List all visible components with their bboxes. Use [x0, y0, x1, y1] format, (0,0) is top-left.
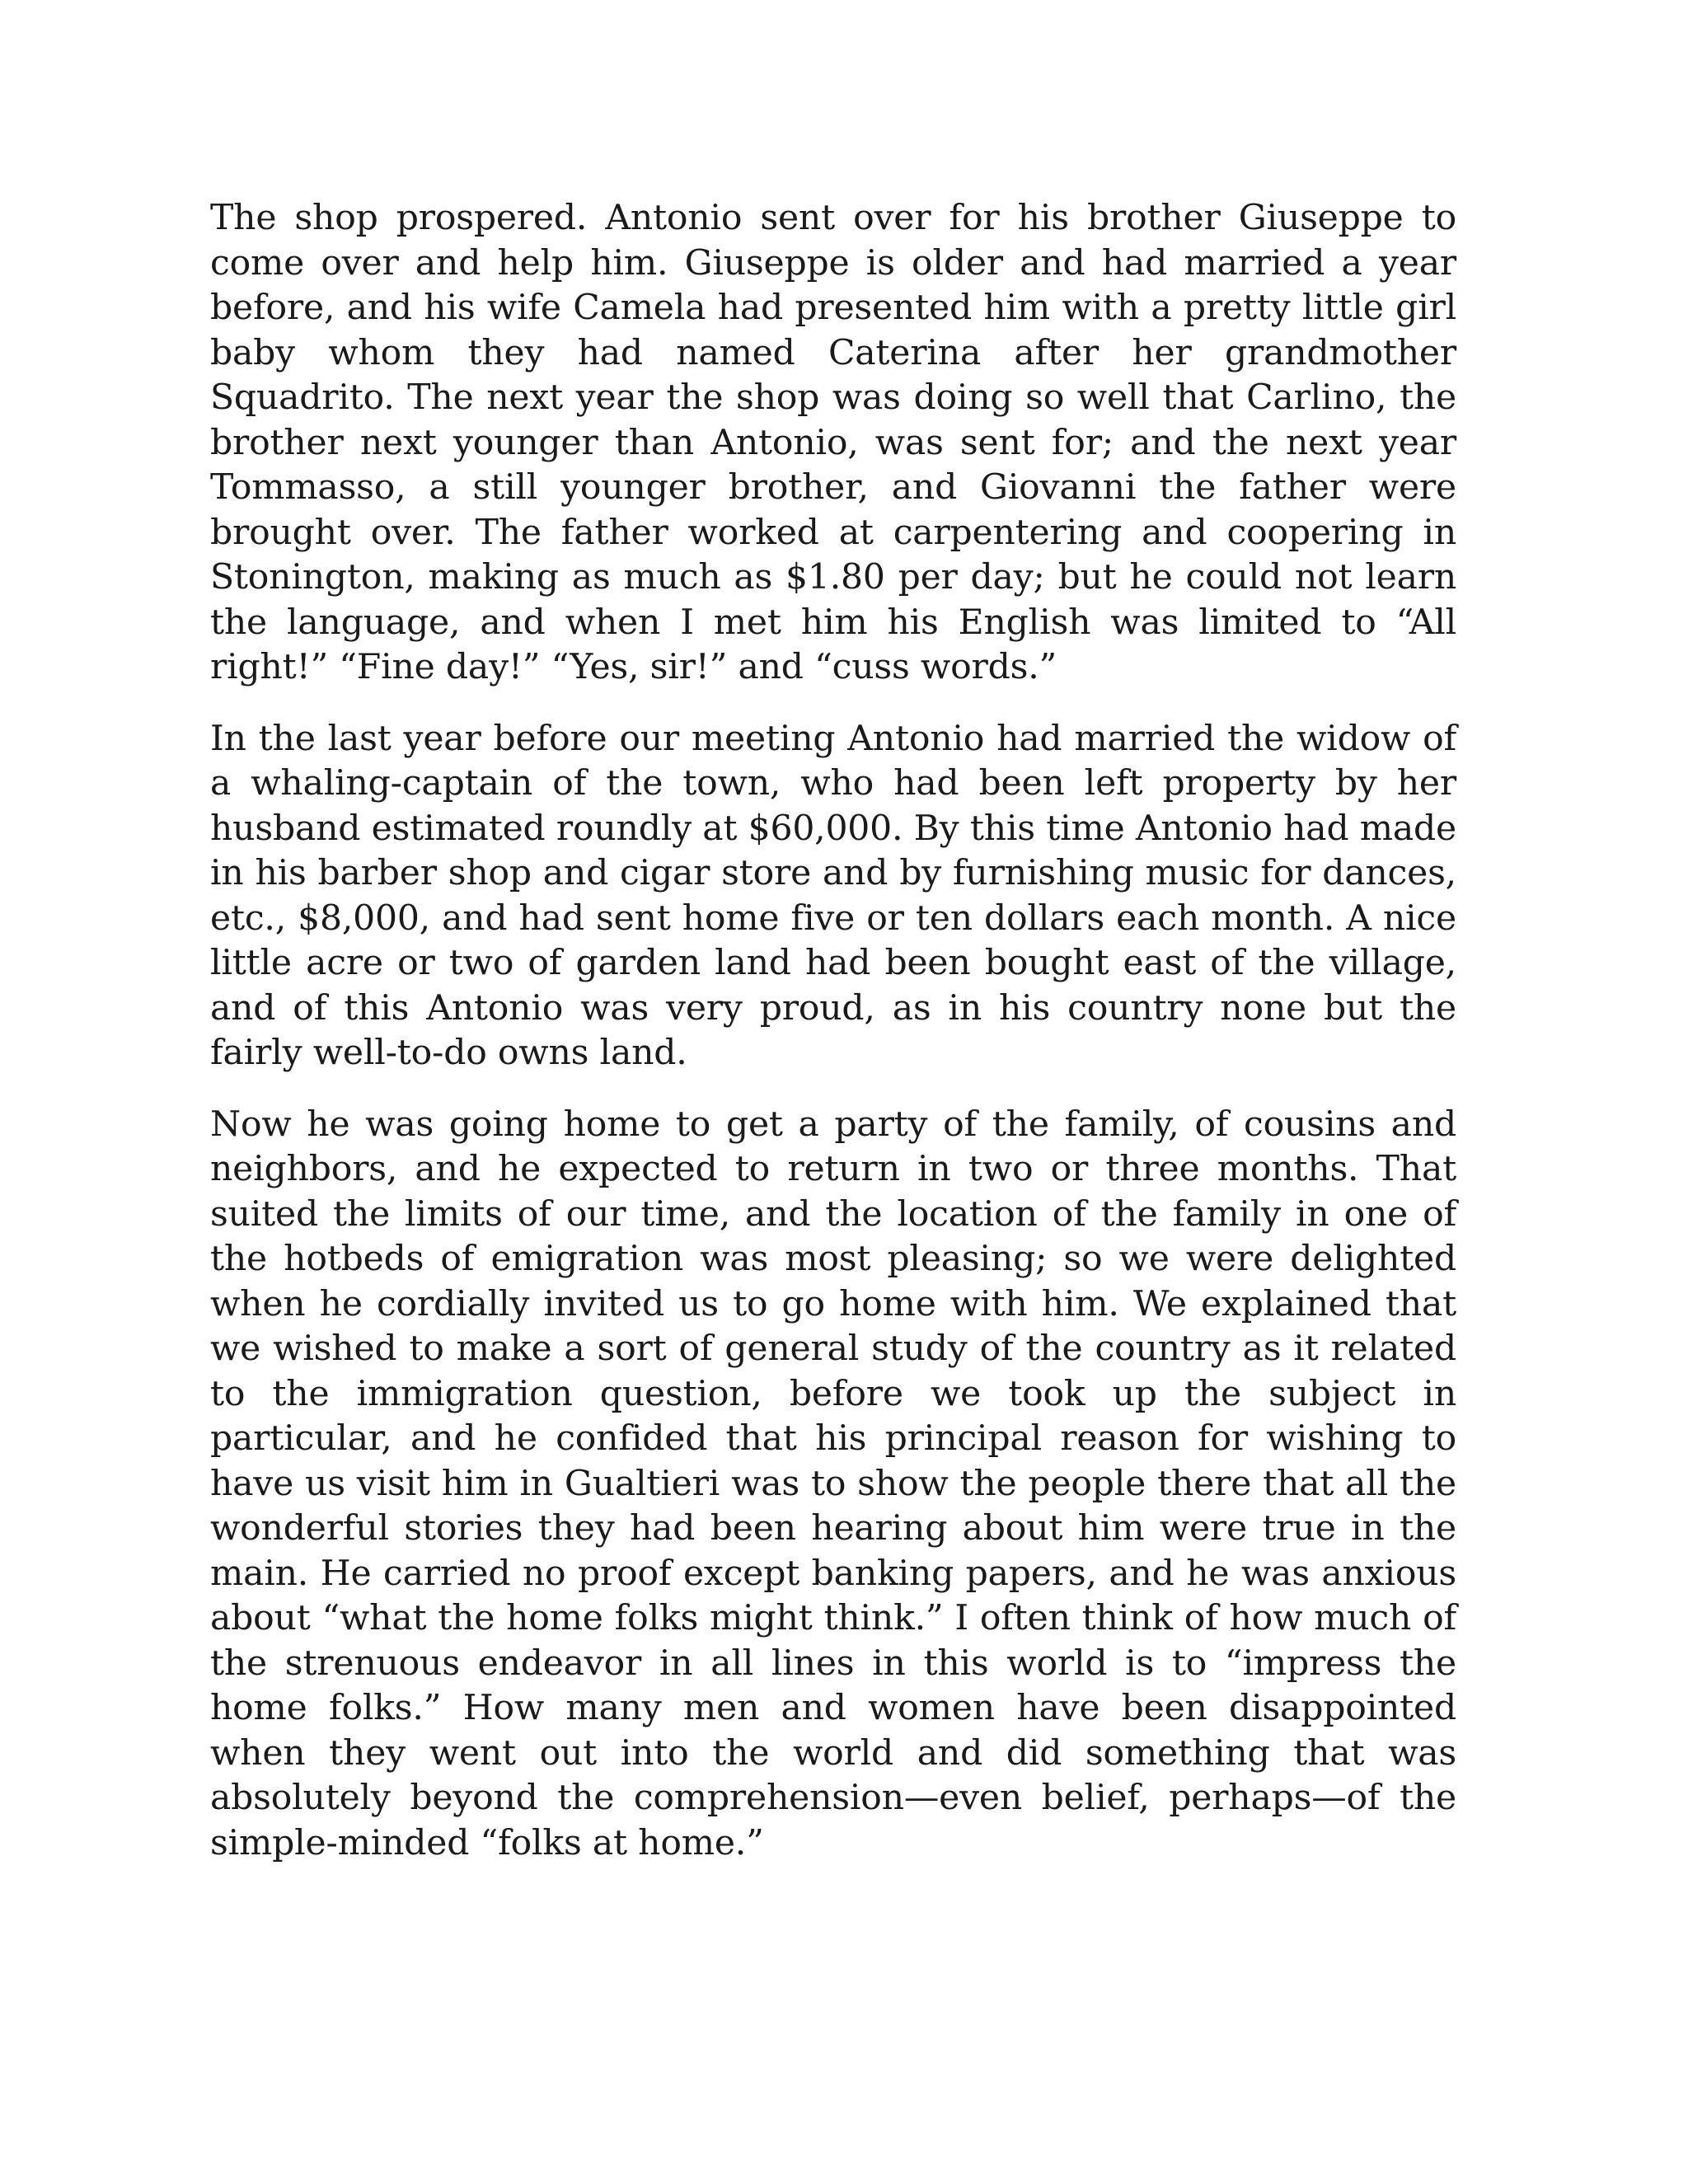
paragraph-2: In the last year before our meeting Antonio had married the widow of a whaling-captain of the town, who had been left property by her husband estimated roundly at $60,000. By this time Antonio had made in his barber shop and cigar store and by furnishing music for dances, etc., $8,000, and had sent home five or ten dollars each month. A nice little acre or two of garden land had been bought east of the village, and of this Antonio was very proud, as in his country none but the fairly well-to-do owns land.	[210, 718, 1456, 1073]
paragraph-1: The shop prospered. Antonio sent over for his brother Giuseppe to come over and help him. Giuseppe is older and had married a year before, and his wife Camela had presented him with a pretty little girl baby whom they had named Caterina after her grandmother Squadrito. The next year the shop was doing so well that Carlino, the brother next younger than Antonio, was sent for; and the next year Tommasso, a still younger brother, and Giovanni the father were brought over. The father worked at carpentering and coopering in Stonington, making as much as $1.80 per day; but he could not learn the language, and when I met him his English was limited to “All right!” “Fine day!” “Yes, sir!” and “cuss words.”	[210, 198, 1456, 687]
document-page	[210, 196, 1456, 1866]
paragraph-3: Now he was going home to get a party of the family, of cousins and neighbors, and he expected to return in two or three months. That suited the limits of our time, and the location of the family in one of the hotbeds of emigration was most pleasing; so we were delighted when he cordially invited us to go home with him. We explained that we wished to make a sort of general study of the country as it related to the immigration question, before we took up the subject in particular, and he confided that his principal reason for wishing to have us visit him in Gualtieri was to show the people there that all the wonderful stories they had been hearing about him were true in the main. He carried no proof except banking papers, and he was anxious about “what the home folks might think.” I often think of how much of the strenuous endeavor in all lines in this world is to “impress the home folks.” How many men and women have been disappointed when they went out into the world and did something that was absolutely beyond the comprehension—even belief, perhaps—of the simple-minded “folks at home.”	[210, 1104, 1456, 1863]
